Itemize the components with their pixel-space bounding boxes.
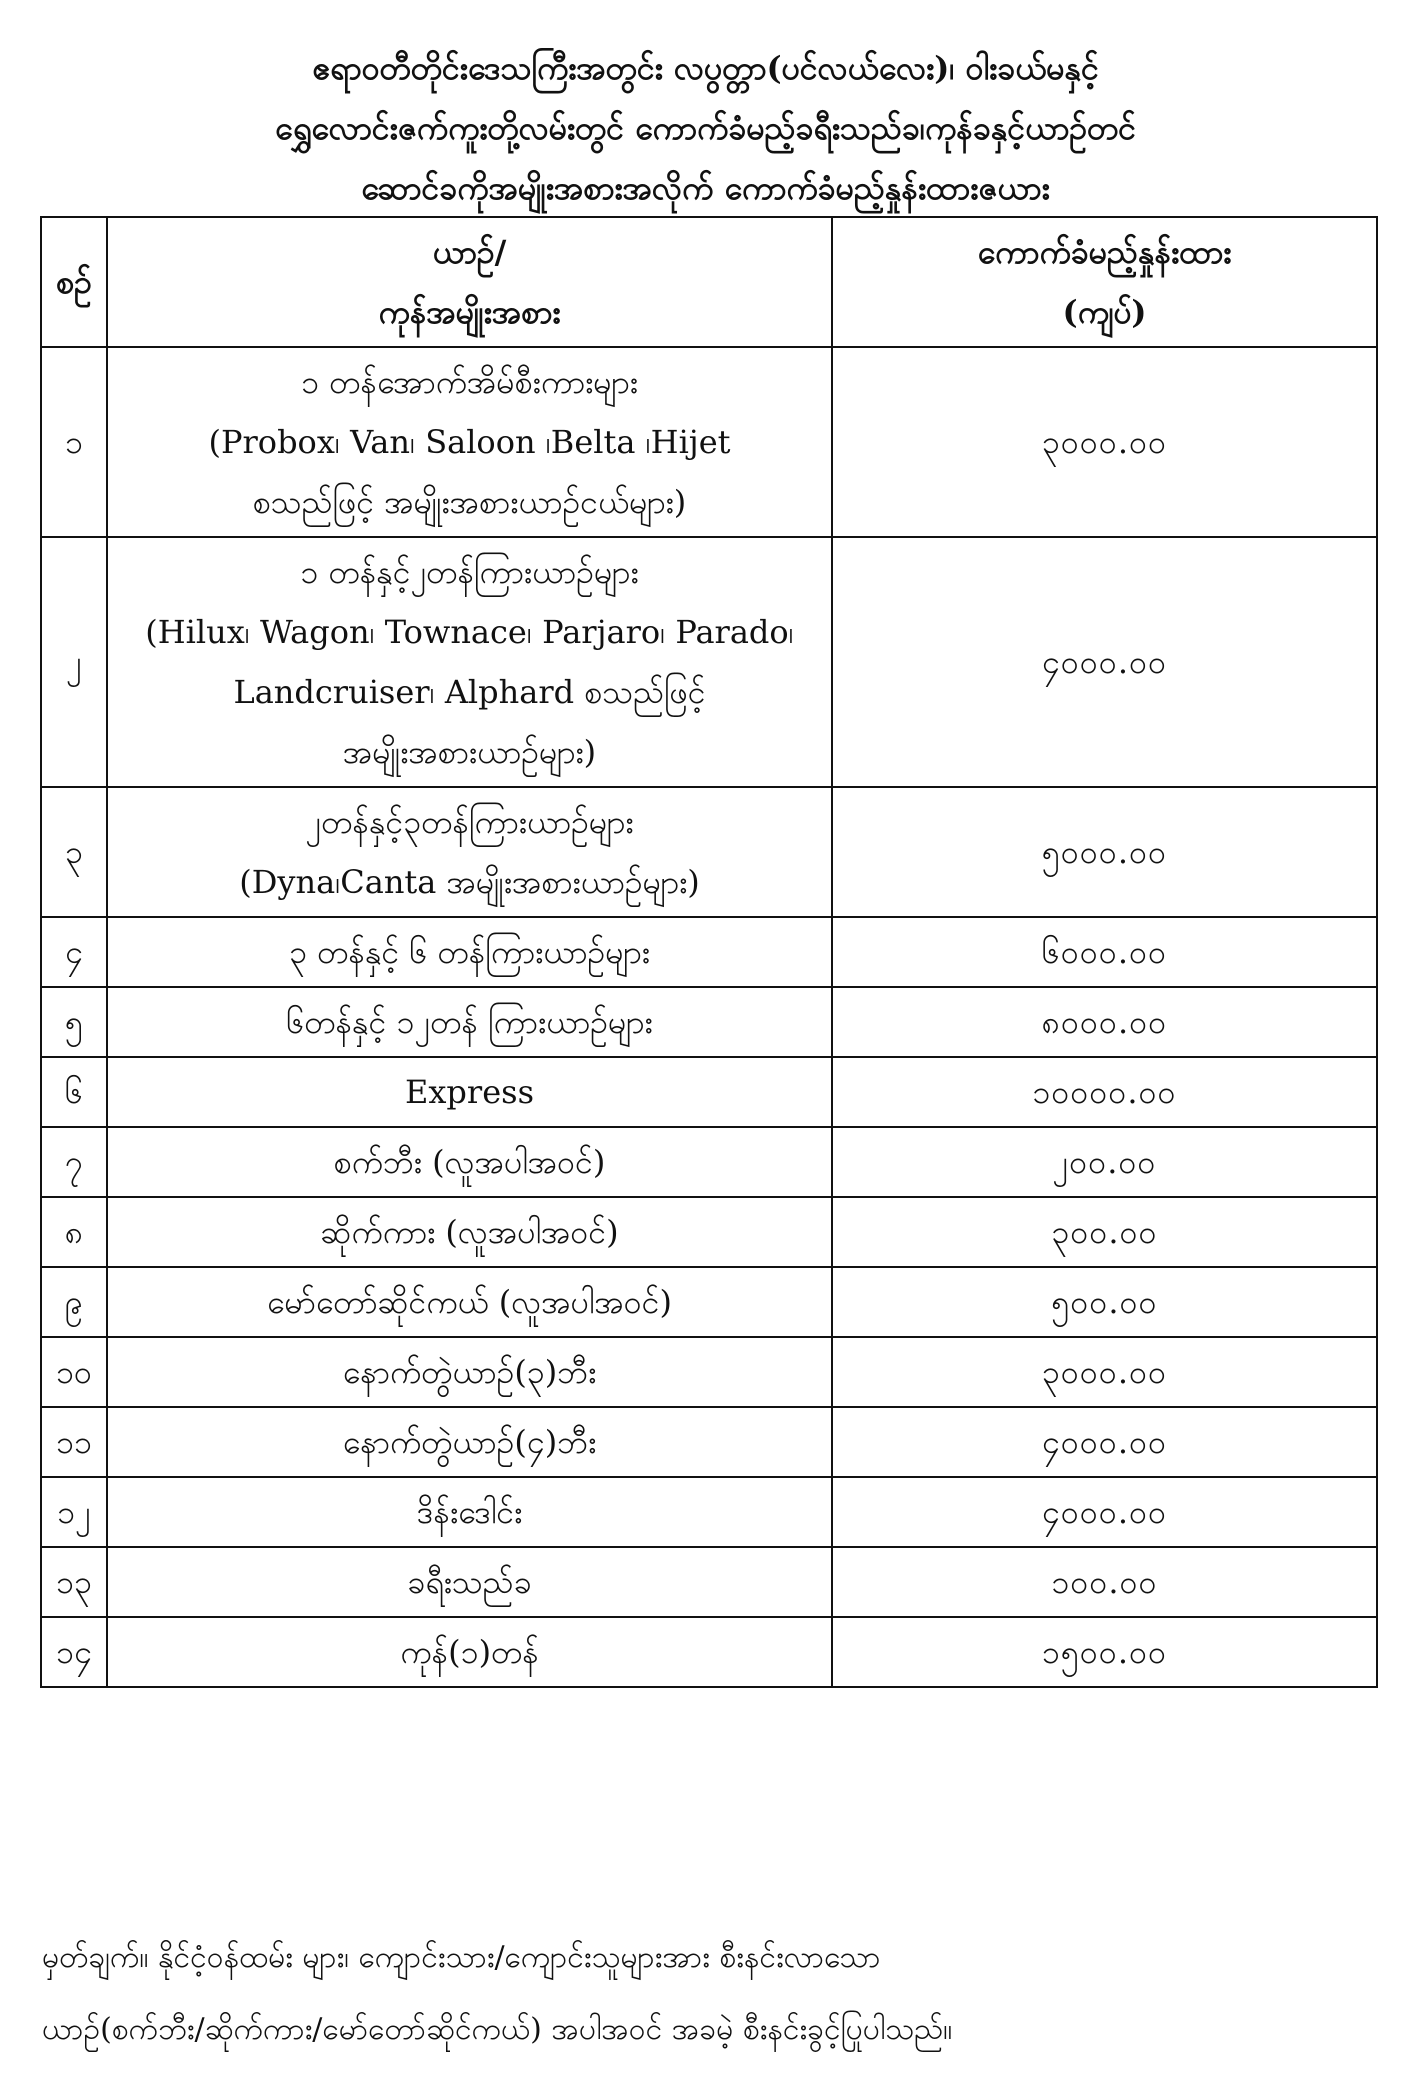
row-fee: ၁၅၀၀.၀၀ <box>832 1617 1377 1687</box>
table-row <box>41 987 1377 1057</box>
row-vehicle-type <box>107 1337 832 1407</box>
row-vehicle-type <box>107 1407 832 1477</box>
row-number: ၄ <box>41 917 107 987</box>
header-type-line: ကုန်အမျိုးအစား <box>378 293 561 331</box>
vehicle-type-line: အမျိုးအစားယာဉ်များ) <box>342 733 597 771</box>
row-number: ၃ <box>41 787 107 917</box>
row-fee: ၅၀၀၀.၀၀ <box>832 787 1377 917</box>
table-row <box>41 1127 1377 1197</box>
row-vehicle-type <box>107 1267 832 1337</box>
row-number: ၁၀ <box>41 1337 107 1407</box>
row-number: ၆ <box>41 1057 107 1127</box>
row-number: ၈ <box>41 1197 107 1267</box>
table-row <box>41 1337 1377 1407</box>
row-fee: ၂၀၀.၀၀ <box>832 1127 1377 1197</box>
header-type <box>107 217 832 347</box>
row-vehicle-type <box>107 347 832 537</box>
vehicle-type-line: ဆိုက်ကား (လူအပါအဝင်) <box>320 1213 619 1251</box>
header-fee <box>832 217 1377 347</box>
vehicle-type-line: ၆တန်နှင့် ၁၂တန် ကြားယာဉ်များ <box>286 1003 653 1041</box>
row-number: ၇ <box>41 1127 107 1197</box>
row-number: ၁၄ <box>41 1617 107 1687</box>
header-type-line: ယာဉ်/ <box>432 233 507 271</box>
row-number: ၂ <box>41 537 107 787</box>
row-fee: ၁၀၀.၀၀ <box>832 1547 1377 1617</box>
table-row <box>41 1057 1377 1127</box>
table-row <box>41 1617 1377 1687</box>
vehicle-type-line: နောက်တွဲယာဉ်(၄)ဘီး <box>342 1423 597 1461</box>
table-row <box>41 1407 1377 1477</box>
row-vehicle-type <box>107 917 832 987</box>
row-vehicle-type <box>107 1127 832 1197</box>
row-fee: ၄၀၀၀.၀၀ <box>832 537 1377 787</box>
vehicle-type-line: ၁ တန်နှင့်၂တန်ကြားယာဉ်များ <box>300 553 639 591</box>
vehicle-type-line: ၃ တန်နှင့် ၆ တန်ကြားယာဉ်များ <box>289 933 650 971</box>
vehicle-type-line: Landcruiser၊ Alphard စသည်ဖြင့် <box>233 673 706 711</box>
header-fee-line: (ကျပ်) <box>1062 293 1147 331</box>
footnote-line: ယာဉ်(စက်ဘီး/ဆိုက်ကား/မော်တော်ဆိုင်ကယ်) အပါအဝင် အခမဲ့ စီးနင်းခွင့်ပြုပါသည်။ <box>42 2012 953 2047</box>
vehicle-type-line: ဒိန်းဒေါင်း <box>416 1493 523 1531</box>
vehicle-type-line: မော်တော်ဆိုင်ကယ် (လူအပါအဝင်) <box>267 1283 672 1321</box>
row-vehicle-type <box>107 987 832 1057</box>
row-vehicle-type <box>107 537 832 787</box>
table-row <box>41 1197 1377 1267</box>
vehicle-type-line: ခရီးသည်ခ <box>407 1563 532 1601</box>
title-line: ဆောင်ခကိုအမျိုးအစားအလိုက် ကောက်ခံမည့်နှုန်းထားဇယား <box>361 169 1050 207</box>
table-row <box>41 1477 1377 1547</box>
row-fee: ၈၀၀၀.၀၀ <box>832 987 1377 1057</box>
vehicle-type-line: (Dyna၊Canta အမျိုးအစားယာဉ်များ) <box>239 863 700 901</box>
table-row <box>41 1547 1377 1617</box>
row-fee: ၆၀၀၀.၀၀ <box>832 917 1377 987</box>
title-line: ရွှေလောင်းဇက်ကူးတို့လမ်းတွင် ကောက်ခံမည့်ခရီးသည်ခ၊ကုန်ခနှင့်ယာဉ်တင် <box>274 109 1136 147</box>
row-fee: ၁၀၀၀၀.၀၀ <box>832 1057 1377 1127</box>
table-row <box>41 917 1377 987</box>
vehicle-type-line: စက်ဘီး (လူအပါအဝင်) <box>333 1143 606 1181</box>
row-vehicle-type <box>107 1197 832 1267</box>
vehicle-type-line: နောက်တွဲယာဉ်(၃)ဘီး <box>342 1353 597 1391</box>
vehicle-type-line: ၂တန်နှင့်၃တန်ကြားယာဉ်များ <box>305 803 634 841</box>
table-row <box>41 347 1377 537</box>
fee-table <box>40 216 1378 1688</box>
row-fee: ၄၀၀၀.၀၀ <box>832 1477 1377 1547</box>
row-number: ၉ <box>41 1267 107 1337</box>
row-number: ၅ <box>41 987 107 1057</box>
row-number: ၁၃ <box>41 1547 107 1617</box>
footnote <box>42 1922 1372 2066</box>
row-number: ၁ <box>41 347 107 537</box>
row-fee: ၄၀၀၀.၀၀ <box>832 1407 1377 1477</box>
table-row <box>41 537 1377 787</box>
vehicle-type-line: Express <box>405 1073 534 1111</box>
row-vehicle-type <box>107 1057 832 1127</box>
header-fee-line: ကောက်ခံမည့်နှုန်းထား <box>977 233 1232 271</box>
row-number: ၁၁ <box>41 1407 107 1477</box>
vehicle-type-line: ၁ တန်အောက်အိမ်စီးကားများ <box>301 363 638 401</box>
row-number: ၁၂ <box>41 1477 107 1547</box>
table-header-row <box>41 217 1377 347</box>
row-vehicle-type <box>107 787 832 917</box>
vehicle-type-line: (Probox၊ Van၊ Saloon ၊Belta ၊Hijet <box>208 423 731 461</box>
row-fee: ၃၀၀.၀၀ <box>832 1197 1377 1267</box>
title-line: ဧရာဝတီတိုင်းဒေသကြီးအတွင်း လပွတ္တာ(ပင်လယ်လေး)၊ ဝါးခယ်မနှင့် <box>312 49 1099 87</box>
vehicle-type-line: (Hilux၊ Wagon၊ Townace၊ Parjaro၊ Parado၊ <box>145 613 794 651</box>
row-fee: ၅၀၀.၀၀ <box>832 1267 1377 1337</box>
table-row <box>41 787 1377 917</box>
row-vehicle-type <box>107 1547 832 1617</box>
document-title <box>40 38 1371 218</box>
vehicle-type-line: ကုန်(၁)တန် <box>400 1633 539 1671</box>
footnote-line: မှတ်ချက်။ နိုင်ငံ့ဝန်ထမ်း များ၊ ကျောင်းသား/ကျောင်းသူများအား စီးနင်းလာသော <box>42 1940 881 1975</box>
vehicle-type-line: စသည်ဖြင့် အမျိုးအစားယာဉ်ငယ်များ) <box>252 483 687 521</box>
table-row <box>41 1267 1377 1337</box>
row-vehicle-type <box>107 1617 832 1687</box>
row-fee: ၃၀၀၀.၀၀ <box>832 347 1377 537</box>
row-fee: ၃၀၀၀.၀၀ <box>832 1337 1377 1407</box>
row-vehicle-type <box>107 1477 832 1547</box>
header-no: စဉ် <box>41 217 107 347</box>
